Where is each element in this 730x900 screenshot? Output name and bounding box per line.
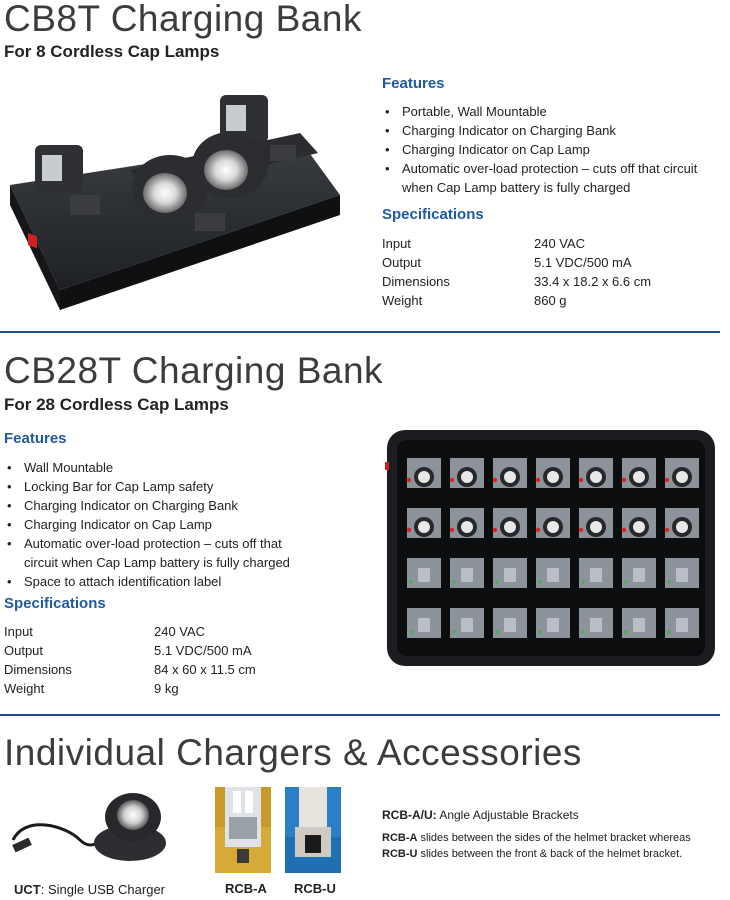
charging-slot <box>493 608 527 638</box>
table-row <box>4 622 256 641</box>
charging-slot <box>579 458 613 488</box>
spec-value: 240 VAC <box>534 236 586 251</box>
list-item: • Portable, Wall Mountable <box>382 102 727 121</box>
charging-slot <box>579 508 613 538</box>
charging-slot <box>622 608 656 638</box>
charging-slot <box>536 608 570 638</box>
charging-slot <box>407 558 441 588</box>
list-item: • Charging Indicator on Charging Bank <box>4 496 319 515</box>
list-item: • Charging Indicator on Cap Lamp <box>382 140 727 159</box>
rcb-heading-desc: Angle Adjustable Brackets <box>436 808 579 822</box>
spec-label: Weight <box>4 681 45 696</box>
spec-value: 240 VAC <box>154 624 206 639</box>
cb28t-title: CB28T Charging Bank <box>4 350 384 391</box>
rcba-note <box>382 830 691 846</box>
rcba-note-desc: slides between the sides of the helmet bracket whereas <box>417 832 691 844</box>
table-row <box>382 253 651 272</box>
rcbu-caption: RCB-U <box>294 881 336 896</box>
rcba-product-image <box>215 787 271 873</box>
charging-slot <box>665 458 699 488</box>
charging-slot <box>622 558 656 588</box>
list-item: • Charging Indicator on Cap Lamp <box>4 515 319 534</box>
rcbu-product-image <box>285 787 341 873</box>
charging-slot <box>407 608 441 638</box>
cb28t-product-image <box>385 428 717 668</box>
spec-value: 9 kg <box>154 681 179 696</box>
list-item: • Automatic over-load protection – cuts off that circuit when Cap Lamp battery is fully charged <box>4 534 319 572</box>
section-divider <box>0 331 720 333</box>
list-item: • Locking Bar for Cap Lamp safety <box>4 477 319 496</box>
rcbu-note <box>382 846 682 862</box>
rcb-heading <box>382 808 579 822</box>
accessories-title: Individual Chargers & Accessories <box>4 732 582 773</box>
charging-slot <box>450 458 484 488</box>
uct-product-image <box>5 785 190 870</box>
table-row <box>4 679 256 698</box>
charging-slot <box>493 458 527 488</box>
list-item: • Wall Mountable <box>4 458 319 477</box>
charging-slot <box>407 458 441 488</box>
charging-slot <box>450 558 484 588</box>
charging-slot <box>665 508 699 538</box>
charging-slot <box>622 508 656 538</box>
cb8t-product-image <box>0 85 370 320</box>
charging-slot <box>536 458 570 488</box>
section-divider <box>0 714 720 716</box>
cb8t-specs-heading: Specifications <box>382 206 484 223</box>
spec-value: 5.1 VDC/500 mA <box>154 643 252 658</box>
cb8t-title: CB8T Charging Bank <box>4 0 362 39</box>
cb8t-subtitle: For 8 Cordless Cap Lamps <box>4 42 220 61</box>
uct-caption <box>14 882 165 897</box>
cb28t-features-heading: Features <box>4 430 67 447</box>
charging-slot <box>665 608 699 638</box>
rcb-code: RCB-A/U: <box>382 808 437 822</box>
spec-label: Input <box>4 624 33 639</box>
spec-label: Dimensions <box>382 274 450 289</box>
table-row <box>4 660 256 679</box>
spec-value: 33.4 x 18.2 x 6.6 cm <box>534 274 652 289</box>
list-item: • Space to attach identification label <box>4 572 319 591</box>
charging-slot <box>450 608 484 638</box>
charging-slot <box>665 558 699 588</box>
spec-label: Output <box>4 643 44 658</box>
cb28t-subtitle: For 28 Cordless Cap Lamps <box>4 395 229 414</box>
cb8t-features-list <box>382 102 727 197</box>
table-row <box>382 272 651 291</box>
spec-value: 84 x 60 x 11.5 cm <box>154 662 256 677</box>
list-item: • Charging Indicator on Charging Bank <box>382 121 727 140</box>
cb8t-features-heading: Features <box>382 75 445 92</box>
spec-label: Weight <box>382 293 423 308</box>
charging-slot <box>579 608 613 638</box>
cb28t-specs-table <box>4 622 256 698</box>
list-item: • Automatic over-load protection – cuts off that circuit when Cap Lamp battery is fully charged <box>382 159 727 197</box>
charging-slot <box>579 558 613 588</box>
cb8t-specs-table <box>382 234 651 310</box>
rcba-caption: RCB-A <box>225 881 267 896</box>
charging-slot <box>536 558 570 588</box>
spec-value: 860 g <box>534 293 567 308</box>
cb28t-specs-heading: Specifications <box>4 595 106 612</box>
charging-slot <box>493 558 527 588</box>
spec-label: Dimensions <box>4 662 72 677</box>
table-row <box>382 234 651 253</box>
table-row <box>4 641 256 660</box>
charging-slot <box>493 508 527 538</box>
rcbu-note-code: RCB-U <box>382 848 418 860</box>
spec-value: 5.1 VDC/500 mA <box>534 255 632 270</box>
charging-slot <box>407 508 441 538</box>
rcbu-note-desc: slides between the front & back of the helmet bracket. <box>417 848 683 860</box>
table-row <box>382 291 651 310</box>
uct-code: UCT <box>14 882 41 897</box>
rcba-note-code: RCB-A <box>382 832 418 844</box>
cb28t-features-list <box>4 458 319 591</box>
charging-slot <box>536 508 570 538</box>
uct-description: : Single USB Charger <box>40 882 165 897</box>
spec-label: Output <box>382 255 422 270</box>
charging-slot <box>622 458 656 488</box>
spec-label: Input <box>382 236 411 251</box>
charging-slot <box>450 508 484 538</box>
